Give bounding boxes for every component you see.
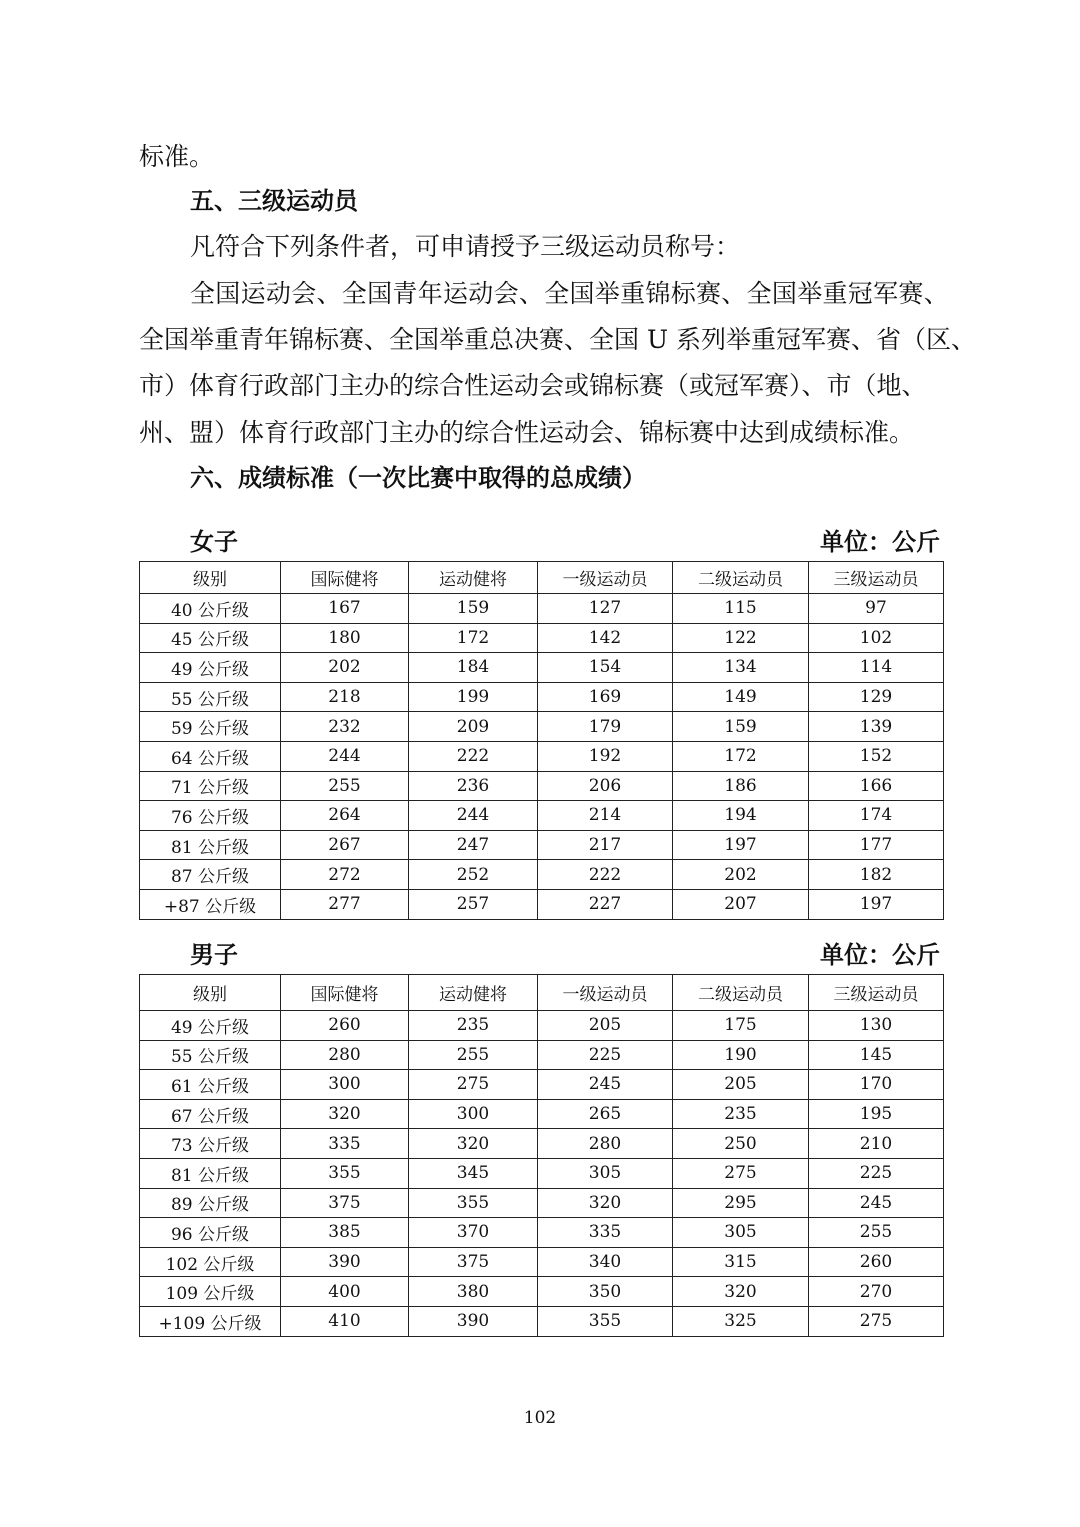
score-cell: 142	[538, 623, 673, 653]
score-cell: 260	[809, 1247, 944, 1277]
weight-class-cell: +109 公斤级	[140, 1306, 281, 1336]
column-header: 三级运动员	[809, 975, 944, 1011]
score-cell: 305	[673, 1218, 809, 1248]
score-cell: 335	[281, 1129, 409, 1159]
score-cell: 145	[809, 1040, 944, 1070]
score-cell: 295	[673, 1188, 809, 1218]
table-row	[140, 1070, 944, 1100]
score-cell: 149	[673, 682, 809, 712]
weight-class-cell: 109 公斤级	[140, 1277, 281, 1307]
score-cell: 355	[409, 1188, 538, 1218]
score-cell: 205	[673, 1070, 809, 1100]
table-row	[140, 860, 944, 890]
weight-class-cell: 96 公斤级	[140, 1218, 281, 1248]
score-cell: 247	[409, 830, 538, 860]
score-cell: 255	[409, 1040, 538, 1070]
score-cell: 272	[281, 860, 409, 890]
score-cell: 190	[673, 1040, 809, 1070]
score-cell: 275	[673, 1158, 809, 1188]
section-heading-6: 六、成绩标准（一次比赛中取得的总成绩）	[190, 464, 646, 492]
score-cell: 235	[409, 1011, 538, 1041]
weight-class-cell: 87 公斤级	[140, 860, 281, 890]
score-cell: 222	[538, 860, 673, 890]
score-cell: 166	[809, 771, 944, 801]
score-cell: 280	[538, 1129, 673, 1159]
score-cell: 355	[538, 1306, 673, 1336]
table-row	[140, 830, 944, 860]
score-cell: 275	[409, 1070, 538, 1100]
score-cell: 270	[809, 1277, 944, 1307]
score-cell: 218	[281, 682, 409, 712]
score-cell: 170	[809, 1070, 944, 1100]
weight-class-cell: 45 公斤级	[140, 623, 281, 653]
weight-class-cell: 71 公斤级	[140, 771, 281, 801]
score-cell: 209	[409, 712, 538, 742]
score-cell: 97	[809, 594, 944, 624]
score-cell: 244	[409, 801, 538, 831]
score-cell: 245	[809, 1188, 944, 1218]
score-cell: 390	[409, 1306, 538, 1336]
paragraph-line-4: 州、盟）体育行政部门主办的综合性运动会、锦标赛中达到成绩标准。	[139, 418, 915, 447]
score-cell: 154	[538, 653, 673, 683]
column-header: 二级运动员	[673, 562, 809, 594]
table-row	[140, 889, 944, 919]
score-cell: 197	[809, 889, 944, 919]
score-cell: 130	[809, 1011, 944, 1041]
score-cell: 250	[673, 1129, 809, 1159]
score-cell: 175	[673, 1011, 809, 1041]
women-table-label: 女子	[190, 528, 238, 556]
table-row	[140, 682, 944, 712]
table-row	[140, 1247, 944, 1277]
weight-class-cell: 55 公斤级	[140, 682, 281, 712]
score-cell: 320	[538, 1188, 673, 1218]
weight-class-cell: 40 公斤级	[140, 594, 281, 624]
score-cell: 179	[538, 712, 673, 742]
table-row	[140, 1306, 944, 1336]
weight-class-cell: 59 公斤级	[140, 712, 281, 742]
score-cell: 260	[281, 1011, 409, 1041]
weight-class-cell: 55 公斤级	[140, 1040, 281, 1070]
section-heading-5: 五、三级运动员	[190, 187, 358, 215]
score-cell: 320	[281, 1099, 409, 1129]
score-cell: 205	[538, 1011, 673, 1041]
score-cell: 184	[409, 653, 538, 683]
column-header: 三级运动员	[809, 562, 944, 594]
score-cell: 255	[809, 1218, 944, 1248]
score-cell: 122	[673, 623, 809, 653]
paragraph-line-2: 全国举重青年锦标赛、全国举重总决赛、全国 U 系列举重冠军赛、省（区、	[139, 325, 976, 354]
score-cell: 350	[538, 1277, 673, 1307]
table-row	[140, 1040, 944, 1070]
table-row	[140, 771, 944, 801]
score-cell: 134	[673, 653, 809, 683]
women-table-unit: 单位：公斤	[820, 528, 940, 556]
score-cell: 400	[281, 1277, 409, 1307]
score-cell: 265	[538, 1099, 673, 1129]
score-cell: 129	[809, 682, 944, 712]
score-cell: 236	[409, 771, 538, 801]
men-standards-table	[139, 974, 944, 1337]
score-cell: 227	[538, 889, 673, 919]
score-cell: 244	[281, 741, 409, 771]
score-cell: 232	[281, 712, 409, 742]
score-cell: 225	[538, 1040, 673, 1070]
paragraph-line-3: 市）体育行政部门主办的综合性运动会或锦标赛（或冠军赛）、市（地、	[139, 371, 927, 400]
score-cell: 267	[281, 830, 409, 860]
column-header: 一级运动员	[538, 562, 673, 594]
score-cell: 375	[281, 1188, 409, 1218]
score-cell: 115	[673, 594, 809, 624]
paragraph-tail: 标准。	[139, 142, 215, 171]
score-cell: 174	[809, 801, 944, 831]
weight-class-cell: 64 公斤级	[140, 741, 281, 771]
table-row	[140, 1011, 944, 1041]
paragraph-line-1: 全国运动会、全国青年运动会、全国举重锦标赛、全国举重冠军赛、	[190, 279, 950, 308]
score-cell: 257	[409, 889, 538, 919]
table-row	[140, 712, 944, 742]
column-header: 二级运动员	[673, 975, 809, 1011]
weight-class-cell: 49 公斤级	[140, 653, 281, 683]
score-cell: 277	[281, 889, 409, 919]
score-cell: 275	[809, 1306, 944, 1336]
score-cell: 199	[409, 682, 538, 712]
score-cell: 320	[673, 1277, 809, 1307]
score-cell: 197	[673, 830, 809, 860]
score-cell: 127	[538, 594, 673, 624]
women-standards-table	[139, 561, 944, 920]
column-header: 国际健将	[281, 562, 409, 594]
table-row	[140, 801, 944, 831]
score-cell: 385	[281, 1218, 409, 1248]
score-cell: 252	[409, 860, 538, 890]
column-header: 运动健将	[409, 975, 538, 1011]
column-header: 级别	[140, 562, 281, 594]
table-row	[140, 1277, 944, 1307]
weight-class-cell: 49 公斤级	[140, 1011, 281, 1041]
score-cell: 315	[673, 1247, 809, 1277]
score-cell: 410	[281, 1306, 409, 1336]
table-row	[140, 1099, 944, 1129]
score-cell: 206	[538, 771, 673, 801]
weight-class-cell: 89 公斤级	[140, 1188, 281, 1218]
score-cell: 167	[281, 594, 409, 624]
column-header: 级别	[140, 975, 281, 1011]
score-cell: 245	[538, 1070, 673, 1100]
score-cell: 102	[809, 623, 944, 653]
score-cell: 225	[809, 1158, 944, 1188]
score-cell: 300	[409, 1099, 538, 1129]
score-cell: 177	[809, 830, 944, 860]
score-cell: 152	[809, 741, 944, 771]
score-cell: 222	[409, 741, 538, 771]
score-cell: 255	[281, 771, 409, 801]
score-cell: 217	[538, 830, 673, 860]
score-cell: 172	[673, 741, 809, 771]
men-table-label: 男子	[190, 941, 238, 969]
weight-class-cell: 76 公斤级	[140, 801, 281, 831]
score-cell: 172	[409, 623, 538, 653]
page-number: 102	[523, 1408, 557, 1428]
table-row	[140, 1158, 944, 1188]
column-header: 国际健将	[281, 975, 409, 1011]
score-cell: 159	[409, 594, 538, 624]
paragraph-intro: 凡符合下列条件者，可申请授予三级运动员称号：	[190, 232, 741, 261]
weight-class-cell: 61 公斤级	[140, 1070, 281, 1100]
score-cell: 355	[281, 1158, 409, 1188]
table-row	[140, 741, 944, 771]
weight-class-cell: 81 公斤级	[140, 1158, 281, 1188]
men-table-unit: 单位：公斤	[820, 941, 940, 969]
score-cell: 159	[673, 712, 809, 742]
score-cell: 186	[673, 771, 809, 801]
score-cell: 325	[673, 1306, 809, 1336]
weight-class-cell: +87 公斤级	[140, 889, 281, 919]
table-row	[140, 1188, 944, 1218]
weight-class-cell: 102 公斤级	[140, 1247, 281, 1277]
score-cell: 169	[538, 682, 673, 712]
score-cell: 180	[281, 623, 409, 653]
column-header: 运动健将	[409, 562, 538, 594]
table-row	[140, 1218, 944, 1248]
weight-class-cell: 67 公斤级	[140, 1099, 281, 1129]
score-cell: 192	[538, 741, 673, 771]
score-cell: 202	[673, 860, 809, 890]
score-cell: 345	[409, 1158, 538, 1188]
score-cell: 335	[538, 1218, 673, 1248]
table-row	[140, 653, 944, 683]
score-cell: 305	[538, 1158, 673, 1188]
score-cell: 235	[673, 1099, 809, 1129]
table-row	[140, 623, 944, 653]
score-cell: 370	[409, 1218, 538, 1248]
score-cell: 182	[809, 860, 944, 890]
score-cell: 320	[409, 1129, 538, 1159]
score-cell: 207	[673, 889, 809, 919]
score-cell: 202	[281, 653, 409, 683]
score-cell: 210	[809, 1129, 944, 1159]
weight-class-cell: 81 公斤级	[140, 830, 281, 860]
score-cell: 300	[281, 1070, 409, 1100]
score-cell: 139	[809, 712, 944, 742]
score-cell: 390	[281, 1247, 409, 1277]
table-row	[140, 594, 944, 624]
table-header-row	[140, 975, 944, 1011]
weight-class-cell: 73 公斤级	[140, 1129, 281, 1159]
table-header-row	[140, 562, 944, 594]
score-cell: 375	[409, 1247, 538, 1277]
column-header: 一级运动员	[538, 975, 673, 1011]
score-cell: 280	[281, 1040, 409, 1070]
score-cell: 194	[673, 801, 809, 831]
score-cell: 340	[538, 1247, 673, 1277]
score-cell: 380	[409, 1277, 538, 1307]
table-row	[140, 1129, 944, 1159]
score-cell: 264	[281, 801, 409, 831]
score-cell: 114	[809, 653, 944, 683]
score-cell: 214	[538, 801, 673, 831]
score-cell: 195	[809, 1099, 944, 1129]
